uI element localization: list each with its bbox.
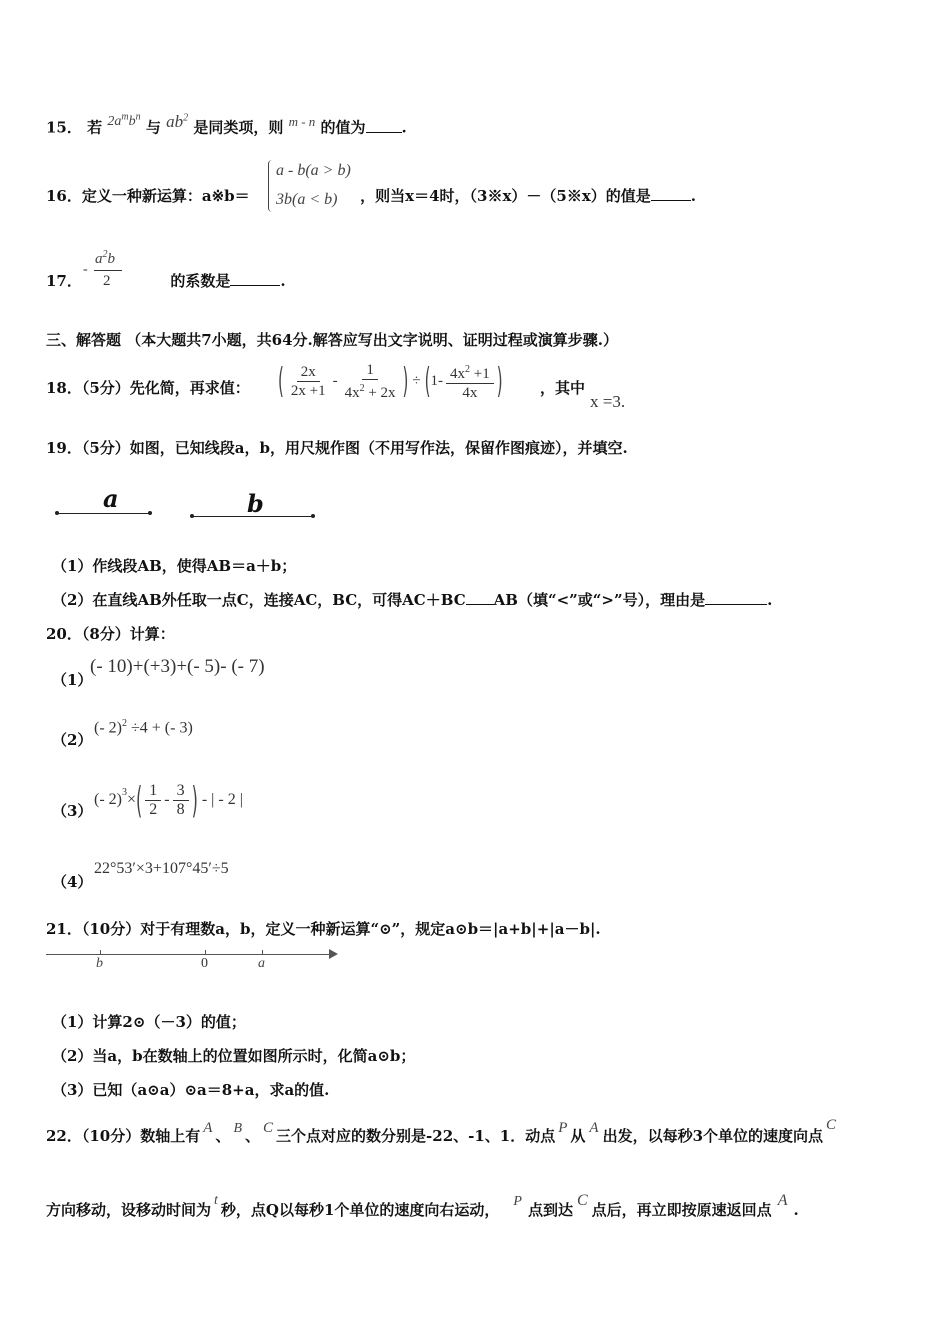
- fraction: $\frac{4x^2 +1}{4x}$: [446, 361, 494, 402]
- left-paren: (: [424, 360, 431, 402]
- fraction: $\frac{2x}{2x +1}$: [290, 363, 326, 399]
- question-16: 16．定义一种新运算：a※b＝ ，则当x＝4时，（3※x）－（5※x）的值是 .: [46, 187, 697, 205]
- answer-blank[interactable]: [705, 590, 767, 605]
- right-paren: ): [402, 360, 409, 402]
- fraction-bar: [94, 270, 122, 271]
- q20-label-2: （2）: [52, 731, 93, 749]
- left-paren: (: [136, 778, 143, 822]
- q20-label-3: （3）: [52, 802, 93, 820]
- segment-endpoint: [190, 514, 194, 518]
- q17-numerator: $a^2b$: [95, 249, 115, 267]
- q17-denominator: 2: [103, 273, 111, 289]
- q21-part-2: （2）当a，b在数轴上的位置如图所示时，化简a⊙b；: [52, 1047, 416, 1065]
- left-paren: (: [278, 360, 284, 402]
- segment-endpoint: [311, 514, 315, 518]
- q19-part-1: （1）作线段AB，使得AB＝a＋b；: [52, 557, 297, 575]
- q17-minus: -: [83, 262, 88, 277]
- fraction: $\frac{1}{4x^2 + 2x}$: [344, 361, 396, 401]
- question-20: 20．（8分）计算：: [46, 625, 175, 643]
- answer-blank[interactable]: [366, 118, 402, 133]
- q15-expr3: m - n: [288, 113, 316, 129]
- segment-a-label: a: [103, 484, 119, 513]
- tick: [262, 950, 263, 955]
- q20-expr-2: (- 2)$^2$ ÷4 + (- 3): [94, 718, 193, 737]
- answer-blank[interactable]: [651, 186, 691, 201]
- q21-part-3: （3）已知（a⊙a）⊙a＝8+a，求a的值.: [52, 1081, 330, 1099]
- arrow-icon: [329, 949, 338, 959]
- q15-expr1: $2a^mb^n$: [107, 111, 141, 129]
- question-21: 21．（10分）对于有理数a，b，定义一种新运算“⊙”，规定a⊙b＝|a+b|+|a－b|.: [46, 920, 601, 938]
- fraction: $\frac{1}{2}$: [145, 782, 161, 819]
- question-15: 15． 若 $2a^mb^n$ 与 $ab^2$ 是同类项，则 m - n 的值为 .: [46, 111, 407, 137]
- segment-endpoint: [148, 511, 152, 515]
- q20-expr-4: 22°53′×3+107°45′÷5: [94, 860, 229, 877]
- answer-blank[interactable]: [466, 590, 494, 605]
- q20-expr-3: (- 2) 3 × ( $\frac{1}{2}$ - $\frac{3}{8}$ ) - | - 2 |: [94, 778, 243, 822]
- tick: [205, 950, 206, 955]
- q21-part-1: （1）计算2⊙（－3）的值；: [52, 1013, 246, 1031]
- right-paren: ): [496, 360, 503, 402]
- q15-expr2: $ab^2$: [166, 111, 189, 131]
- q20-label-4: （4）: [52, 873, 93, 891]
- tick: [100, 950, 101, 955]
- segment-endpoint: [55, 511, 59, 515]
- q18-expression: ( $\frac{2x}{2x +1}$ - $\frac{1}{4x^2 + 2x}$ ) ÷ ( 1- $\frac{4x^2 +1}{4x}$ ): [278, 360, 503, 402]
- question-17: 17． 的系数是 .: [46, 272, 286, 290]
- piecewise-brace: [268, 160, 272, 212]
- axis-label-zero: 0: [201, 956, 208, 971]
- segment-b: [191, 516, 314, 517]
- question-18: 18．（5分）先化简，再求值：: [46, 379, 250, 397]
- piecewise-case-2: 3b(a < b): [276, 191, 338, 208]
- section-heading: 三、解答题 （本大题共7小题，共64分.解答应写出文字说明、证明过程或演算步骤.）: [46, 331, 618, 349]
- piecewise-case-1: a - b(a > b): [276, 162, 351, 179]
- q20-expr-1: (- 10)+(+3)+(- 5)- (- 7): [90, 656, 265, 677]
- fraction: $\frac{3}{8}$: [173, 782, 189, 819]
- question-19: 19．（5分）如图，已知线段a，b，用尺规作图（不用写作法，保留作图痕迹），并填空.: [46, 439, 628, 457]
- segment-a: [56, 513, 151, 514]
- segment-b-label: b: [247, 489, 264, 518]
- number-line: [46, 954, 336, 955]
- answer-blank[interactable]: [230, 271, 280, 286]
- q19-part-2: （2）在直线AB外任取一点C，连接AC，BC，可得AC＋BC AB（填“<”或“>”号），理由是 .: [52, 591, 773, 609]
- question-22-line-1: 22．（10分）数轴上有 A 、 B 、 C 三个点对应的数分别是-22、-1、1．动点 P 从 A 出发，以每秒3个单位的速度向点C: [46, 1117, 837, 1145]
- question-22-line-2: 方向移动，设移动时间为t秒，点Q以每秒1个单位的速度向右运动， P 点到达C点后，再立即按原速返回点A.: [46, 1192, 799, 1219]
- q18-tail: ，其中: [540, 379, 586, 397]
- q18-condition: x =3.: [590, 392, 626, 411]
- q20-label-1: （1）: [52, 671, 93, 689]
- right-paren: ): [191, 778, 198, 822]
- axis-label-b: b: [96, 956, 103, 971]
- axis-label-a: a: [258, 956, 265, 971]
